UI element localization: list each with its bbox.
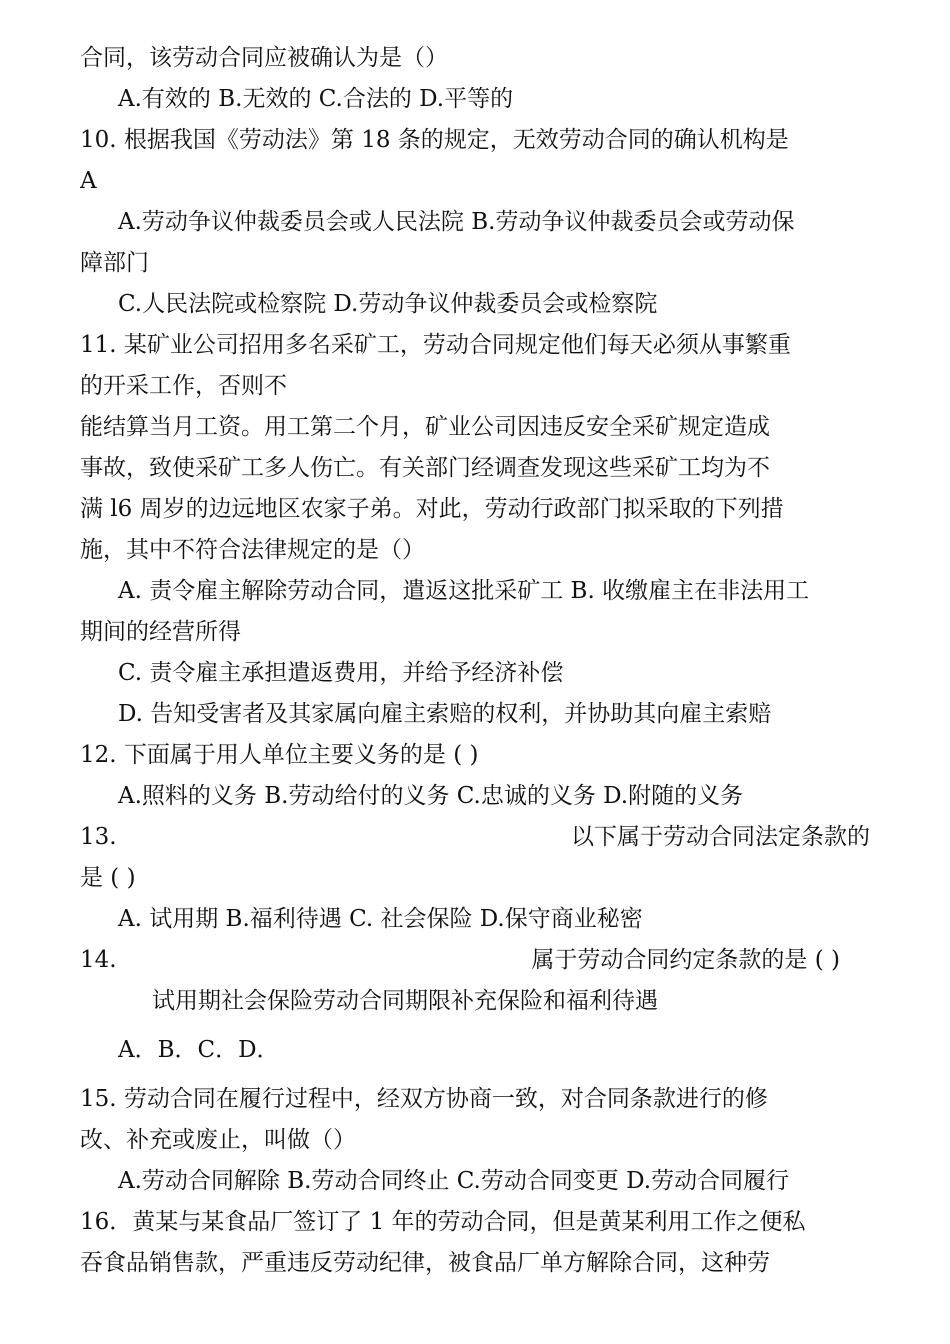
answer-options: A．B．C．D． [118, 1037, 280, 1063]
question-12: 12. 下面属于用人单位主要义务的是 ( ) [80, 742, 479, 768]
text-line: 的开采工作，否则不 [80, 373, 287, 399]
question-13 [80, 817, 870, 858]
question-11: 11. 某矿业公司招用多名采矿工，劳动合同规定他们每天必须从事繁重 [80, 332, 791, 358]
text-line: 事故，致使采矿工多人伤亡。有关部门经调查发现这些采矿工均为不 [80, 455, 770, 481]
question-14 [80, 940, 870, 981]
question-15: 15. 劳动合同在履行过程中，经双方协商一致，对合同条款进行的修 [80, 1086, 768, 1112]
answer-options: A. 试用期 B.福利待遇 C. 社会保险 D.保守商业秘密 [118, 906, 643, 932]
question-number: 14. [80, 947, 117, 973]
text-line: 施，其中不符合法律规定的是（） [80, 537, 425, 563]
question-number: 13. [80, 824, 117, 850]
answer-key: A [80, 168, 97, 194]
question-text: 以下属于劳动合同法定条款的 [571, 824, 870, 850]
answer-options: A.照料的义务 B.劳动给付的义务 C.忠诚的义务 D.附随的义务 [118, 783, 744, 809]
text-line: 障部门 [80, 250, 149, 276]
text-line: 改、补充或废止，叫做（） [80, 1127, 356, 1153]
answer-options: C.人民法院或检察院 D.劳动争议仲裁委员会或检察院 [118, 291, 658, 317]
answer-options: A.劳动争议仲裁委员会或人民法院 B.劳动争议仲裁委员会或劳动保 [118, 209, 795, 235]
answer-options: A.劳动合同解除 B.劳动合同终止 C.劳动合同变更 D.劳动合同履行 [118, 1168, 790, 1194]
answer-option-d: D. 告知受害者及其家属向雇主索赔的权利，并协助其向雇主索赔 [118, 701, 772, 727]
document-page [80, 38, 870, 1284]
answer-option-c: C. 责令雇主承担遣返费用，并给予经济补偿 [118, 660, 564, 686]
text-line: 试用期社会保险劳动合同期限补充保险和福利待遇 [152, 988, 658, 1014]
text-line: 吞食品销售款，严重违反劳动纪律，被食品厂单方解除合同，这种劳 [80, 1250, 770, 1276]
text-line: 合同，该劳动合同应被确认为是（） [80, 45, 448, 71]
question-text: 属于劳动合同约定条款的是 ( ) [531, 947, 840, 973]
text-line: 期间的经营所得 [80, 619, 241, 645]
answer-options: A. 责令雇主解除劳动合同，遣返这批采矿工 B. 收缴雇主在非法用工 [118, 578, 810, 604]
question-10: 10. 根据我国《劳动法》第 18 条的规定，无效劳动合同的确认机构是 [80, 127, 789, 153]
text-line: 是 ( ) [80, 865, 136, 891]
text-line: 能结算当月工资。用工第二个月，矿业公司因违反安全采矿规定造成 [80, 414, 770, 440]
text-line: 满 l6 周岁的边远地区农家子弟。对此，劳动行政部门拟采取的下列措 [80, 496, 784, 522]
question-16: 16．黄某与某食品厂签订了 1 年的劳动合同，但是黄某利用工作之便私 [80, 1209, 806, 1235]
answer-options: A.有效的 B.无效的 C.合法的 D.平等的 [118, 86, 514, 112]
